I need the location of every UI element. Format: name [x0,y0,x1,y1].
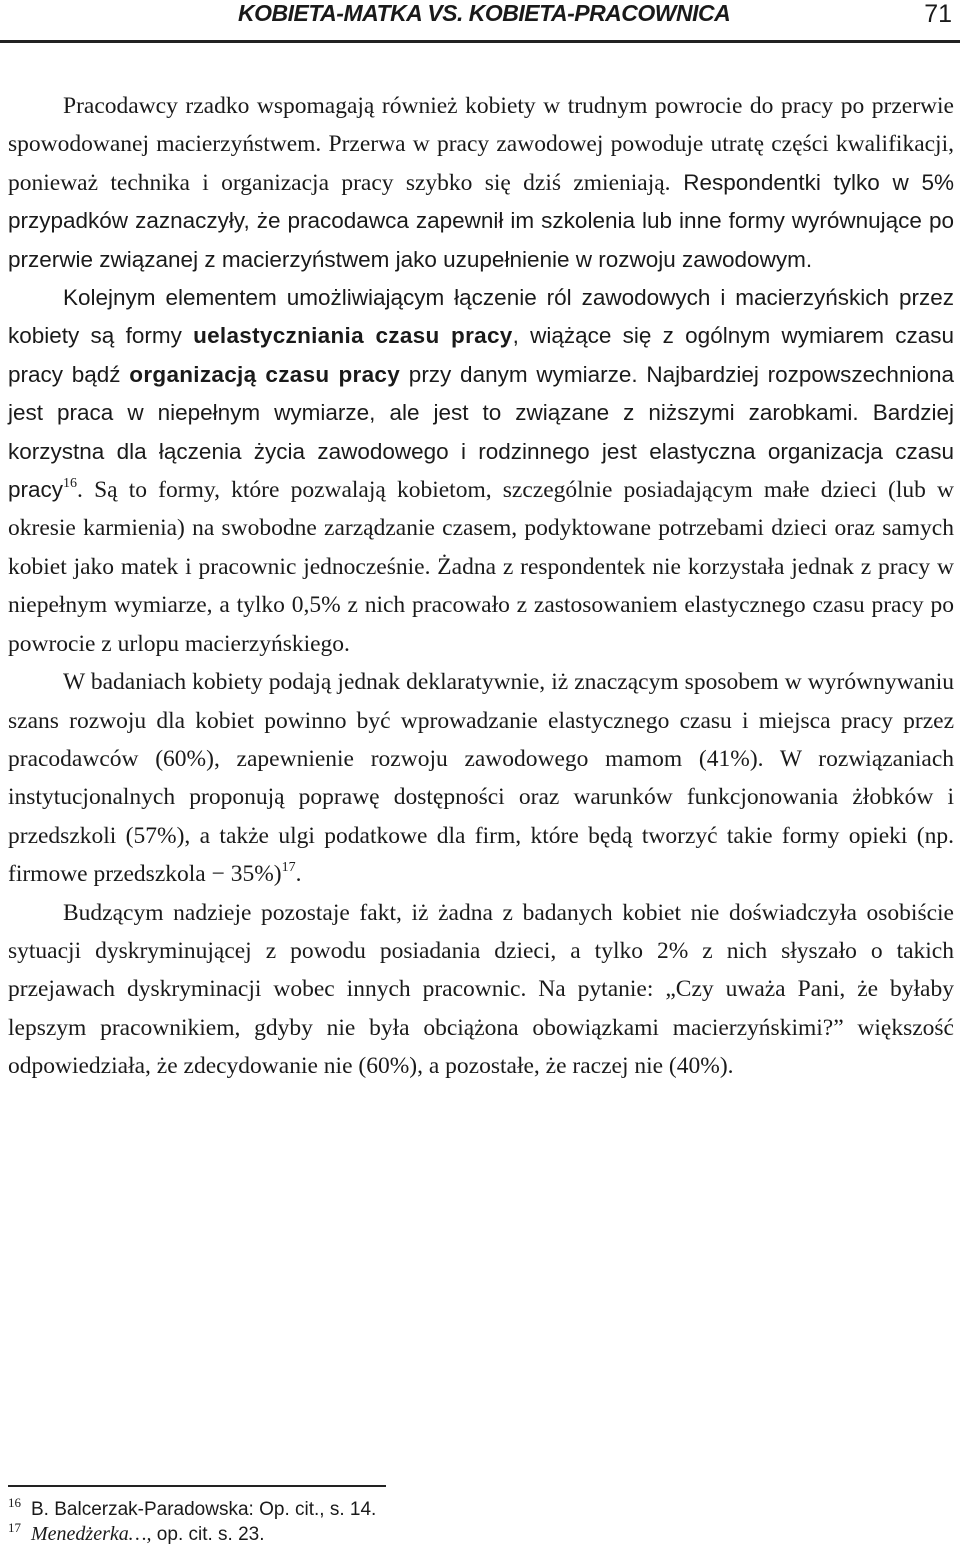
paragraph-2-period: . [77,477,83,504]
footnote-ref-16: 16 [63,476,78,492]
paragraph-1-sans-text: Respondentki tylko w 5% przypadków zaznaczyły, że pracodawca zapewnił im szkolenia lub inne formy wyrównujące po przerwie związanej z macierzyństwem jako uzupełnienie w rozwoju zawodowym. [8,169,954,272]
paragraph-2-text-a: Kolejnym elementem umożliwiającym łączenie ról zawodowych i macierzyńskich przez kobiety są formy [8,285,954,349]
page-number: 71 [924,0,952,28]
footnote-separator [8,1485,386,1487]
footnote-ref-17: 17 [281,860,296,876]
emphasis-organizacja: organizacją czasu pracy [129,361,401,387]
paragraph-3-text: W badaniach kobiety podają jednak deklaratywnie, iż znaczącym sposobem w wyrównywaniu szans rozwoju dla kobiet powinno być wprowadzanie elastycznego czasu i miejsca pracy przez pracodawców (60%), zapewnienie rozwoju zawodowego mamom (41%). W rozwiązaniach instytucjonalnych proponują poprawę dostępności oraz warunków funkcjonowania żłobków i przedszkoli (57%), a także ulgi podatkowe dla firm, które będą tworzyć takie formy opieki (np. firmowe przedszkola − 35%) [8,669,954,888]
footnote-italic-title: Menedżerka…, [31,1523,152,1545]
paragraph-2-text-c: , wiążące się z ogólnym wymiarem czasu pracy bądź [8,323,955,387]
paragraph-4 [8,894,954,1086]
paragraph-4-text: Budzącym nadzieje pozostaje fakt, iż żadna z badanych kobiet nie doświadczyła osobiście sytuacji dyskryminującej z powodu posiadania dzieci, a tylko 2% z nich słyszało o takich przejawach dyskryminacji wobec innych pracownic. Na pytanie: „Czy uważa Pani, że byłaby lepszym pracownikiem, gdyby nie była obciążona obowiązkami macierzyńskimi?” większość odpowiedziała, że zdecydowanie nie (60%), a pozostałe, że raczej nie (40%). [8,899,954,1080]
emphasis-uelastycznianie: uelastyczniania czasu pracy [193,323,513,349]
body-text [8,87,954,1086]
paragraph-2-text-g: Są to formy, które pozwalają kobietom, szczególnie posiadającym małe dzieci (lub w okresie karmienia) na swobodne zarządzanie czasem, podyktowane potrzebami dzieci oraz samych kobiet jako matek i pracownic jednocześnie. Żadna z respondentek nie korzystała jednak z pracy w niepełnym wymiarze, a tylko 0,5% z nich pracowało z zastosowaniem elastycznego czasu pracy po powrocie z urlopu macierzyńskiego. [8,477,954,657]
running-header [0,0,960,44]
paragraph-3-period: . [295,861,302,888]
running-header-title: KOBIETA-MATKA VS. KOBIETA-PRACOWNICA [238,0,731,26]
footnote-number: 16 [8,1495,21,1510]
footnotes [8,1497,908,1547]
footnote-text: op. cit. s. 23. [151,1524,265,1545]
footnote-16 [8,1497,908,1522]
footnote-17 [8,1522,908,1547]
footnote-text: B. Balcerzak-Paradowska: Op. cit., s. 14. [31,1499,377,1520]
paragraph-2 [8,279,954,663]
paragraph-3 [8,663,954,893]
footnote-number: 17 [8,1520,21,1535]
paragraph-2-text-e: przy danym wymiarze. Najbardziej rozpowszechniona jest praca w niepełnym wymiarze, ale jest to związane z niższymi zarobkami. Bardziej korzystna dla łączenia życia zawodowego i rodzinnego jest elastyczna organizacja czasu pracy [8,361,954,503]
paragraph-1 [8,87,954,279]
paragraph-1-serif-text: Pracodawcy rzadko wspomagają również kobiety w trudnym powrocie do pracy po przerwie spowodowanej macierzyństwem. Przerwa w pracy zawodowej powoduje utratę części kwalifikacji, ponieważ technika i organizacja pracy szybko się dziś zmieniają. [8,93,954,196]
header-rule [0,40,960,43]
